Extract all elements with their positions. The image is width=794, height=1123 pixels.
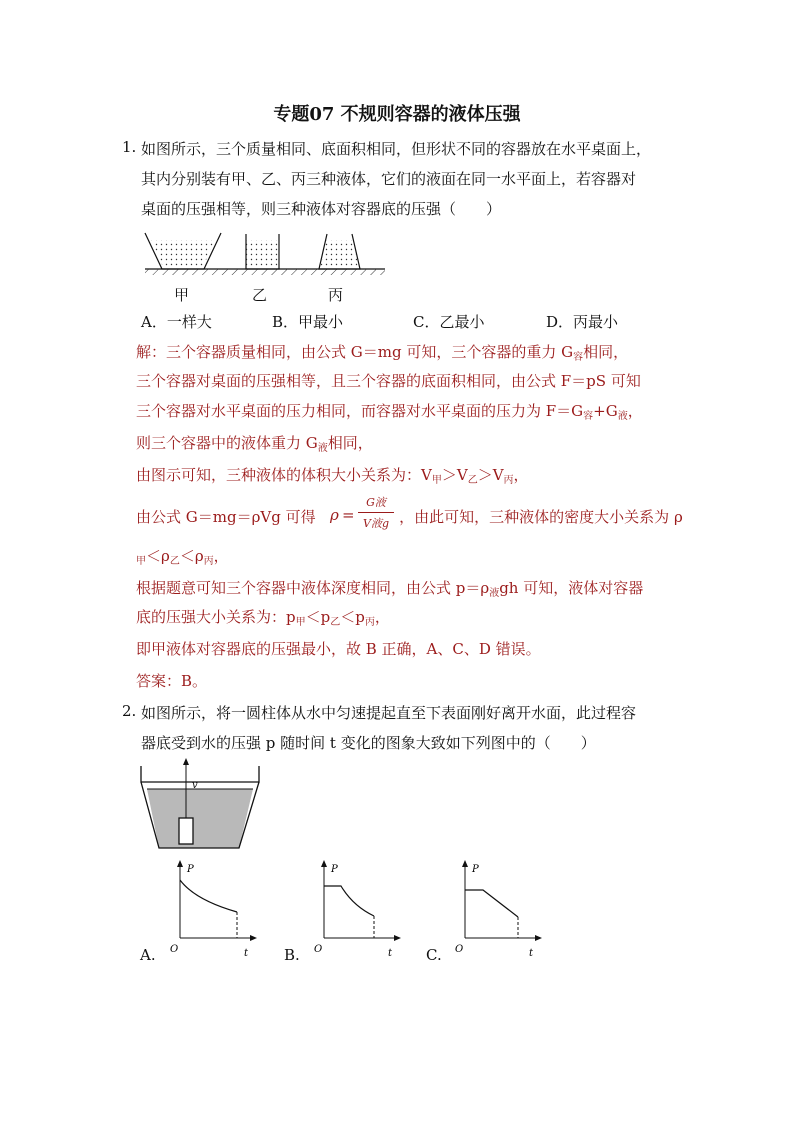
solution-line-10: 即甲液体对容器底的压强最小，故 B 正确，A、C、D 错误。 xyxy=(136,640,541,658)
label-jia: 甲 xyxy=(174,286,190,304)
option-c: C．乙最小 xyxy=(413,313,485,331)
question-2-number: 2. xyxy=(122,702,137,720)
solution-line-9: 底的压强大小关系为：$p_甲<p_乙<p_丙$， xyxy=(136,608,390,628)
question-2-line-1: 如图所示，将一圆柱体从水中匀速提起直至下表面刚好离开水面，此过程容 xyxy=(141,704,637,722)
solution-line-5: 由图示可知，三种液体的体积大小关系为：$V_甲>V_乙>V_丙$， xyxy=(136,466,529,486)
graph-option-a-label: A. xyxy=(140,946,156,964)
option-b: B．甲最小 xyxy=(272,313,344,331)
lift-figure xyxy=(135,760,265,855)
container-yi xyxy=(246,234,279,269)
solution-line-6: 由公式 G＝mg＝ρVg 可得 ，由此可知，三种液体的密度大小关系为 ρ xyxy=(136,508,683,526)
graph-c-p-label: P xyxy=(472,864,479,875)
page-title: 专题07 不规则容器的液体压强 xyxy=(273,104,521,125)
graph-option-c-label: C. xyxy=(426,946,442,964)
graph-a-origin: O xyxy=(170,944,179,955)
graph-b-curve xyxy=(324,886,374,916)
question-1-line-3: 桌面的压强相等，则三种液体对容器底的压强（ ） xyxy=(141,200,502,218)
option-d: D．丙最小 xyxy=(546,313,619,331)
graph-c-t-label: t xyxy=(529,948,534,959)
solution-line-8: 根据题意可知三个容器中液体深度相同，由公式 $p=\rho_液gh$ 可知，液体对容器 xyxy=(136,579,644,599)
solution-line-3: 三个容器对水平桌面的压力相同，而容器对水平桌面的压力为 $F=G_容+G_液$， xyxy=(136,402,643,422)
graph-option-b-label: B. xyxy=(284,946,300,964)
container-bing xyxy=(319,234,360,269)
graph-c-origin: O xyxy=(455,944,464,955)
question-1-line-2: 其内分别装有甲、乙、丙三种液体，它们的液面在同一水平面上，若容器对 xyxy=(141,170,637,188)
option-a: A．一样大 xyxy=(141,313,212,331)
graph-b-p-label: P xyxy=(331,864,338,875)
solution-line-1: 解：三个容器质量相同，由公式 G＝mg 可知，三个容器的重力 $G_容$相同， xyxy=(136,343,629,363)
graph-a-curve xyxy=(180,880,237,912)
container-jia xyxy=(145,233,221,269)
question-1-number: 1. xyxy=(122,138,137,156)
graph-c xyxy=(450,860,545,965)
graph-a-t-label: t xyxy=(244,948,249,959)
graph-c-line xyxy=(465,890,518,917)
question-2-line-2: 器底受到水的压强 p 随时间 t 变化的图象大致如下列图中的（ ） xyxy=(141,734,596,752)
question-1-line-1: 如图所示，三个质量相同、底面积相同，但形状不同的容器放在水平桌面上， xyxy=(141,140,652,158)
solution-line-7: $_甲<\rho_乙<\rho_丙$， xyxy=(136,547,229,567)
velocity-label: v xyxy=(192,780,198,791)
graph-b xyxy=(309,860,404,965)
label-yi: 乙 xyxy=(252,286,268,304)
label-bing: 丙 xyxy=(328,286,344,304)
graph-b-t-label: t xyxy=(388,948,393,959)
solution-line-2: 三个容器对桌面的压强相等，且三个容器的底面积相同，由公式 F＝pS 可知 xyxy=(136,372,641,390)
graph-a xyxy=(165,860,260,965)
solution-line-4: 则三个容器中的液体重力 $G_液$相同， xyxy=(136,434,373,454)
graph-a-p-label: P xyxy=(187,864,194,875)
graph-b-origin: O xyxy=(314,944,323,955)
answer: 答案：B。 xyxy=(136,672,208,690)
